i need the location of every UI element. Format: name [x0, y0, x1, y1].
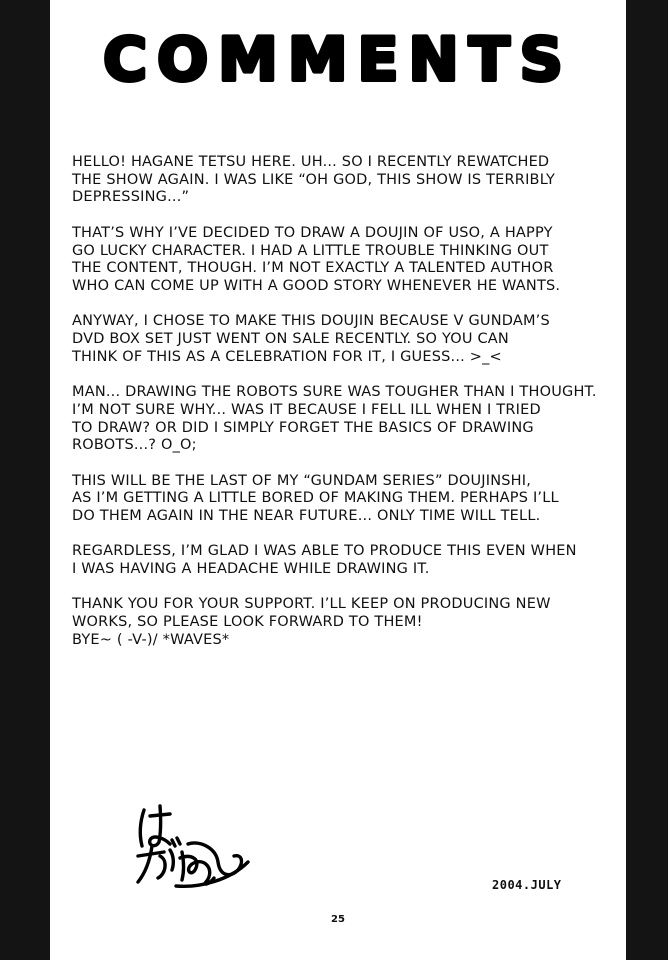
handwritten-signature — [130, 800, 260, 890]
document-page — [50, 0, 626, 960]
paragraph: HELLO! HAGANE TETSU HERE. UH... SO I RECENTLY REWATCHED THE SHOW AGAIN. I WAS LIKE “OH GOD, THIS SHOW IS TERRIBLY DEPRESSING...” — [72, 154, 556, 206]
paragraph: MAN... DRAWING THE ROBOTS SURE WAS TOUGHER THAN I THOUGHT. I’M NOT SURE WHY... WAS IT BECAUSE I FELL ILL WHEN I TRIED TO DRAW? OR DID I SIMPLY FORGET THE BASICS OF DRAWING ROBOTS...? O_O; — [72, 384, 597, 454]
paragraph: THIS WILL BE THE LAST OF MY “GUNDAM SERIES” DOUJINSHI, AS I’M GETTING A LITTLE BORED OF MAKING THEM. PERHAPS I’LL DO THEM AGAIN IN THE NEAR FUTURE... ONLY TIME WILL TELL. — [72, 472, 559, 524]
paragraph: THANK YOU FOR YOUR SUPPORT. I’LL KEEP ON PRODUCING NEW WORKS, SO PLEASE LOOK FORWARD TO THEM! BYE~ ( -V-)/ *WAVES* — [72, 596, 551, 648]
page-number: 25 — [331, 914, 345, 925]
heading-title: COMMENTS — [103, 25, 573, 95]
comment-body — [72, 154, 612, 667]
date-stamp: 2004.JULY — [492, 878, 562, 892]
paragraph: THAT’S WHY I’VE DECIDED TO DRAW A DOUJIN OF USO, A HAPPY GO LUCKY CHARACTER. I HAD A LITTLE TROUBLE THINKING OUT THE CONTENT, THOUGH. I’M NOT EXACTLY A TALENTED AUTHOR WHO CAN COME UP WITH A GOOD STORY WHENEVER HE WANTS. — [72, 224, 561, 294]
comments-heading — [50, 18, 626, 96]
paragraph: ANYWAY, I CHOSE TO MAKE THIS DOUJIN BECAUSE V GUNDAM’S DVD BOX SET JUST WENT ON SALE RECENTLY. SO YOU CAN THINK OF THIS AS A CELEBRATION FOR IT, I GUESS... >_< — [72, 313, 550, 365]
paragraph: REGARDLESS, I’M GLAD I WAS ABLE TO PRODUCE THIS EVEN WHEN I WAS HAVING A HEADACHE WHILE DRAWING IT. — [72, 543, 577, 578]
